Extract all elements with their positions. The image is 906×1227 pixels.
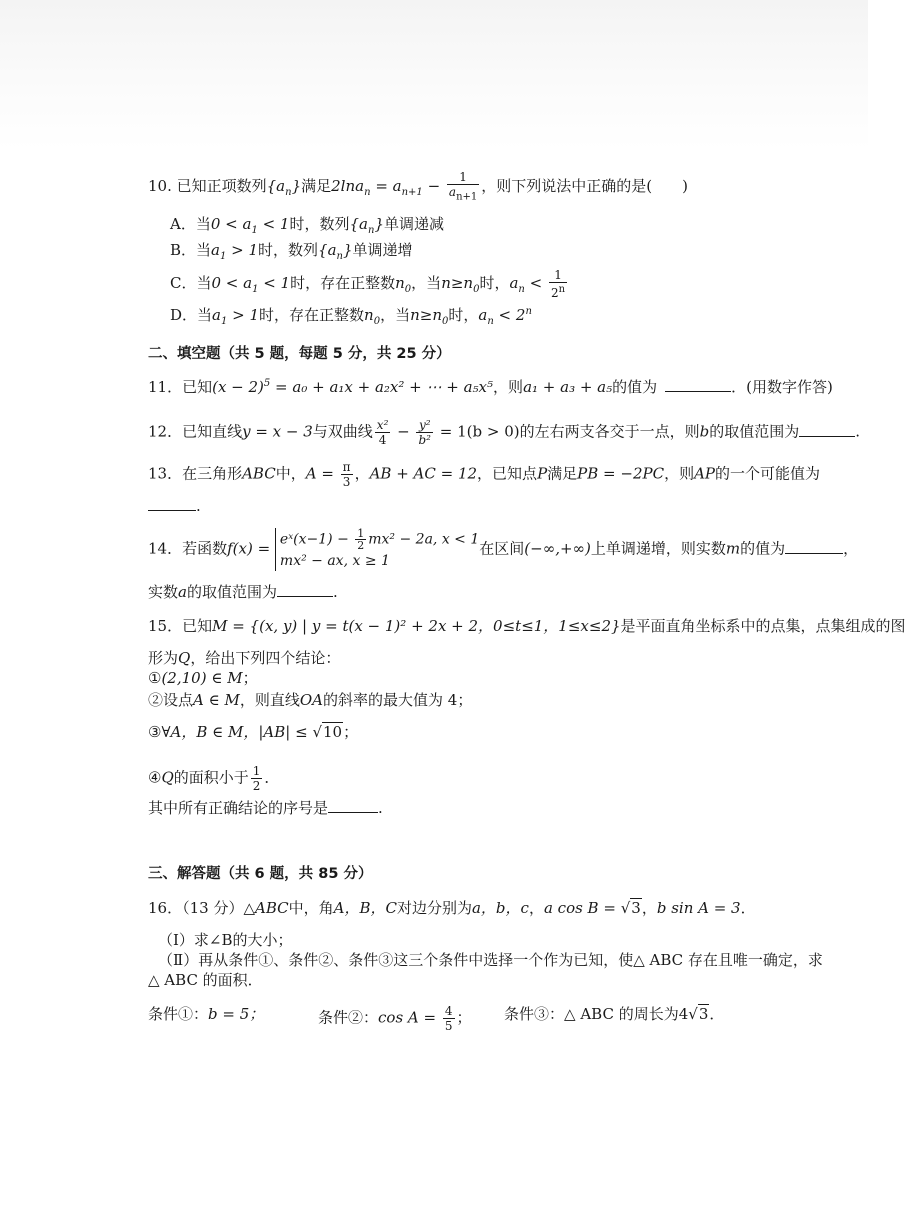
- scan-shading: [0, 0, 868, 150]
- q10c-fraction: $\frac{1}{2^n}$: [550, 268, 566, 300]
- q16-part-1: （Ⅰ）求∠B的大小；: [158, 931, 293, 949]
- q13-answer-blank[interactable]: [148, 496, 196, 511]
- q15-fraction-half: $\frac{1}{2}$: [252, 764, 261, 793]
- q11-answer-blank[interactable]: [665, 377, 731, 392]
- section-3-heading: 三、解答题（共 6 题，共 85 分）: [148, 866, 373, 882]
- q11: 11．已知$(x - 2)^5 = a_0 + a_1x + a_2x^2$ + ⋯ + a₅x⁵，则a₁ + a₃ + a₅的值为 ．(用数字作答): [148, 378, 833, 396]
- q16-part-2-cont: △ ABC 的面积．: [148, 971, 263, 989]
- q14-answer-blank-m[interactable]: [785, 539, 843, 554]
- q15-final: 其中所有正确结论的序号是 .: [148, 799, 383, 817]
- q10-option-b: B．当$a_1 > 1$时，数列$\{a_n\}$单调递增: [170, 241, 413, 262]
- q16-part-2: （Ⅱ）再从条件①、条件②、条件③这三个条件中选择一个作为已知，使△ ABC 存在且唯一确定，求: [158, 951, 823, 969]
- q14-piecewise: eˣ(x−1) − $\frac{1}{2}$ mx² − 2a, x < 1 mx² − ax, x ≥ 1: [275, 528, 479, 571]
- q10-option-a: A．当$0 < a_1 < 1$时，数列$\{a_n\}$单调递减: [170, 215, 444, 236]
- q14-answer-blank-a[interactable]: [277, 582, 333, 597]
- q13-answer-line: .: [148, 496, 201, 516]
- q14: 14．若函数f(x) = eˣ(x−1) − $\frac{1}{2}$ mx² − 2a, x < 1 mx² − ax, x ≥ 1 在区间(−∞,+∞)上单调递增，则实数m的值为 ，: [148, 527, 859, 569]
- q15-line2: 形为Q，给出下列四个结论：: [148, 649, 341, 667]
- q15-conclusion-2: ②设点A ∈ M，则直线OA的斜率的最大值为 4；: [148, 691, 473, 709]
- q13: 13．在三角形ABC中，A = $\frac{\pi}{3}$ ，AB + AC = 12，已知点P满足PB = −2PC，则AP的一个可能值为: [148, 460, 821, 489]
- q16-condition-2: 条件②：cos A = $\frac{4}{5}$ ；: [318, 1004, 472, 1033]
- q15-conclusion-4: ④Q的面积小于 $\frac{1}{2}$ ．: [148, 764, 280, 793]
- q16-fraction: $\frac{4}{5}$: [444, 1004, 453, 1033]
- q12-fraction-x: $\frac{\text{x²}}{4}$: [376, 418, 389, 447]
- q14-fraction-half: $\frac{1}{2}$: [357, 527, 365, 552]
- q12: 12．已知直线y = x − 3与双曲线 $\frac{\text{x²}}{4}$ − $\frac{\text{y²}}{\text{b²}}$ = 1(b > 0)的左右两支各交于一点，则b的取值范围为 .: [148, 418, 861, 447]
- q10-option-d: D．当$a_1 > 1$时，存在正整数$n_0$，当$n\ge n_0$时，$a_n < 2^n$: [170, 306, 532, 327]
- q10-stem: 10. 已知正项数列$\{a_n\}$满足$2\ln a_n = a_{n+1}$ − $\frac{1}{a_{n+1}}$ ，则下列说法中正确的是( ): [148, 170, 688, 203]
- q10-option-c: C．当$0 < a_1 < 1$时，存在正整数$n_0$，当$n\ge n_0$时，$a_n$ < $\frac{1}{2^n}$: [170, 268, 566, 300]
- section-2-heading: 二、填空题（共 5 题，每题 5 分，共 25 分）: [148, 346, 451, 362]
- q15-answer-blank[interactable]: [328, 798, 378, 813]
- q16-stem: 16．（13 分）△ABC中，角A，B，C对边分别为a，b，c，a cos B = √3，b sin A = 3．: [148, 899, 756, 917]
- q10-fraction: $\frac{1}{a_{n+1}}$: [448, 170, 478, 203]
- q12-answer-blank[interactable]: [799, 422, 855, 437]
- q15-conclusion-3: ③∀A，B ∈ M，|AB| ≤ √10；: [148, 723, 359, 741]
- q12-fraction-y: $\frac{\text{y²}}{\text{b²}}$: [418, 418, 431, 447]
- q16-condition-3: 条件③：△ ABC 的周长为4√3．: [504, 1005, 725, 1023]
- q13-fraction-pi: $\frac{\pi}{3}$: [342, 460, 351, 489]
- q15: 15．已知M = {(x, y) | y = t(x − 1)² + 2x + 2，0≤t≤1，1≤x≤2}是平面直角坐标系中的点集，点集组成的图: [148, 617, 906, 635]
- q15-conclusion-1: ①(2,10) ∈ M；: [148, 669, 258, 687]
- q16-condition-1: 条件①：b = 5；: [148, 1005, 265, 1023]
- q14-line2: 实数a的取值范围为 .: [148, 583, 338, 601]
